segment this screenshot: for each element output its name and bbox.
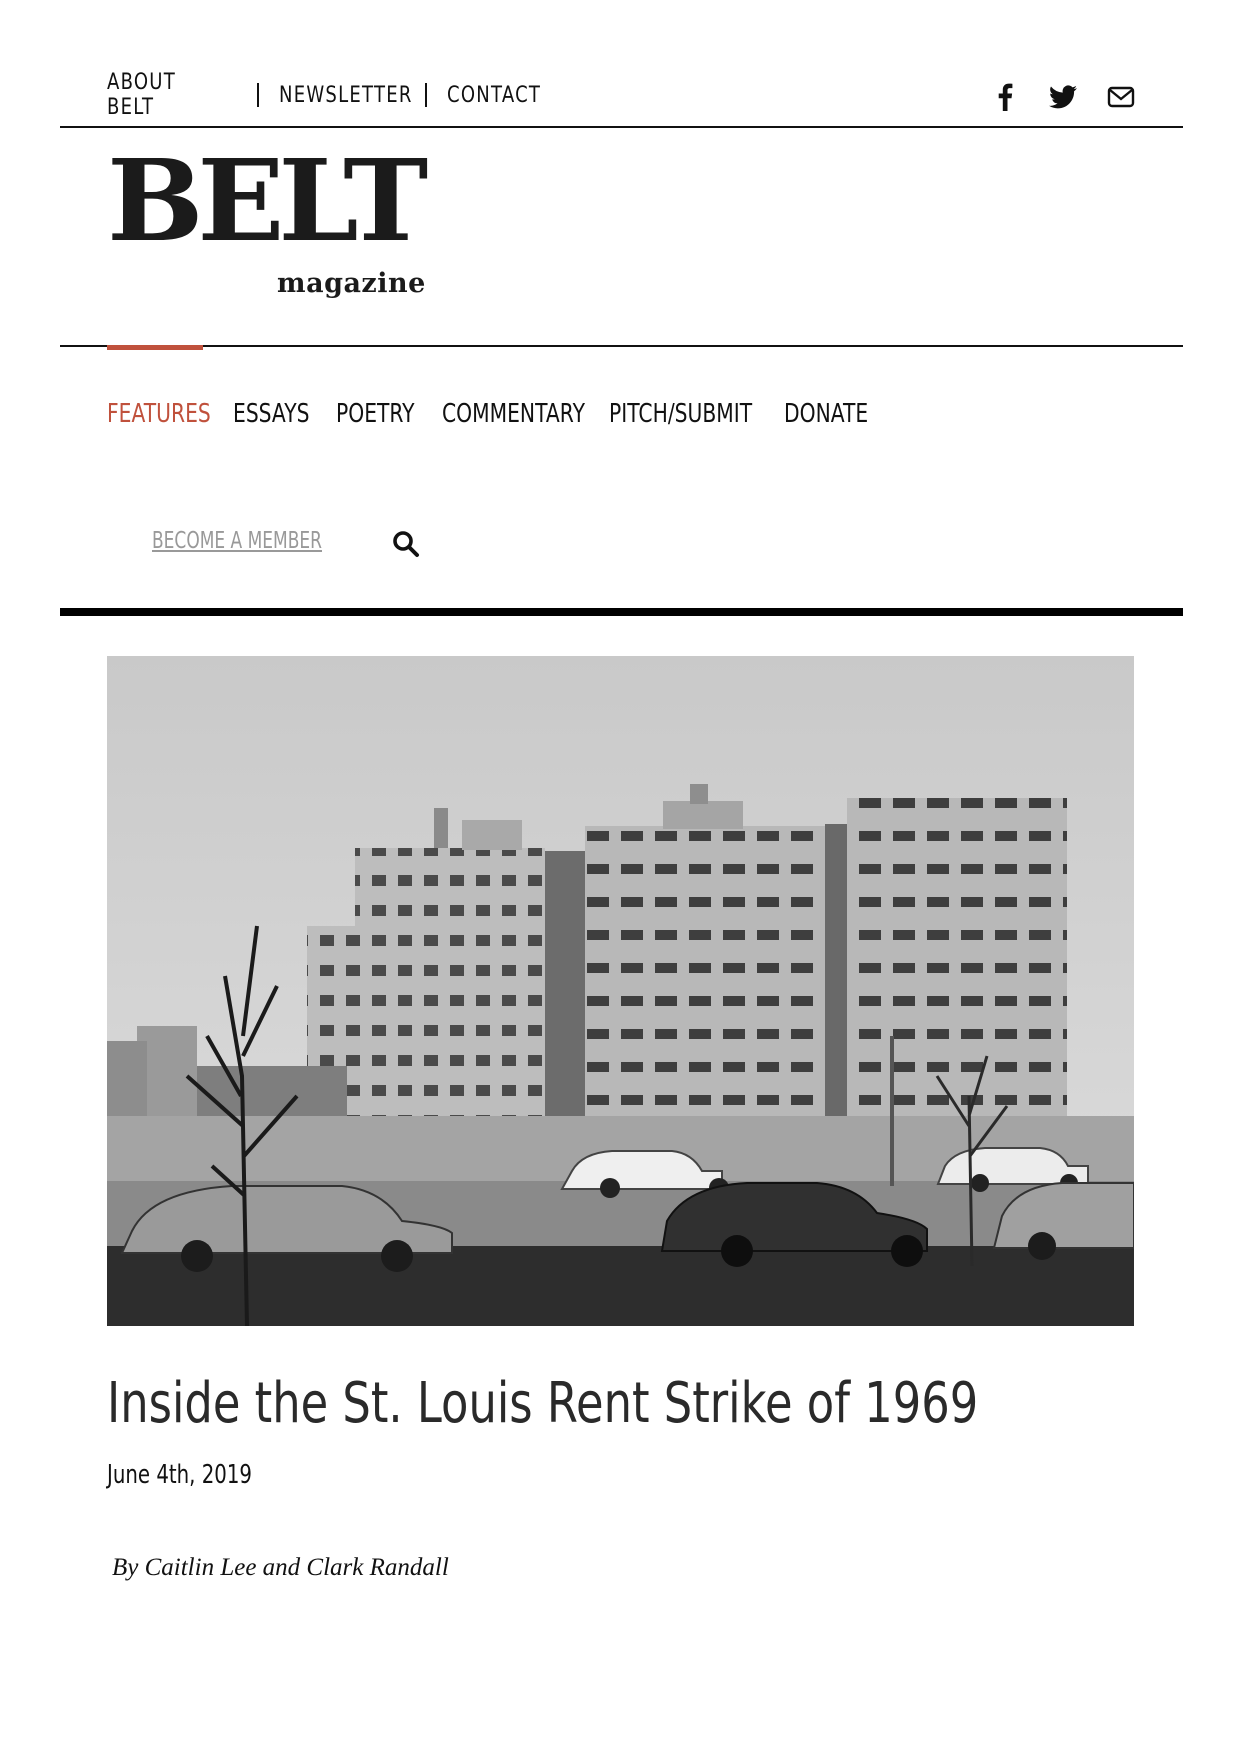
nav-commentary[interactable]: COMMENTARY [442,399,585,429]
top-nav-newsletter[interactable]: NEWSLETTER [279,82,413,108]
logo-subtitle: magazine [277,268,426,299]
top-nav-contact[interactable]: CONTACT [447,82,542,108]
nav-pitch-submit[interactable]: PITCH/SUBMIT [609,399,753,429]
main-nav [107,394,874,434]
hero-photo [107,656,1134,1326]
logo-wordmark: BELT [107,136,423,267]
article-hero-image [107,656,1134,1326]
search-icon[interactable] [392,530,420,558]
article-date: June 4th, 2019 [107,1460,253,1490]
article-title: Inside the St. Louis Rent Strike of 1969 [107,1371,979,1436]
nav-essays[interactable]: ESSAYS [233,399,310,429]
masthead-bottom-rule [60,608,1183,616]
facebook-icon[interactable] [988,80,1022,114]
nav-features[interactable]: FEATURES [107,399,211,429]
nav-poetry[interactable]: POETRY [336,399,415,429]
nav-rule [60,345,1183,347]
active-nav-indicator [107,345,203,350]
mail-icon[interactable] [1104,80,1138,114]
twitter-icon[interactable] [1046,80,1080,114]
belt-magazine-logo[interactable] [107,136,427,308]
top-nav-about[interactable]: ABOUT BELT [107,70,176,120]
become-member-link[interactable]: BECOME A MEMBER [152,528,323,554]
header-rule [60,126,1183,128]
social-links [0,80,1240,114]
article-byline: By Caitlin Lee and Clark Randall [112,1554,449,1581]
nav-donate[interactable]: DONATE [784,399,869,429]
